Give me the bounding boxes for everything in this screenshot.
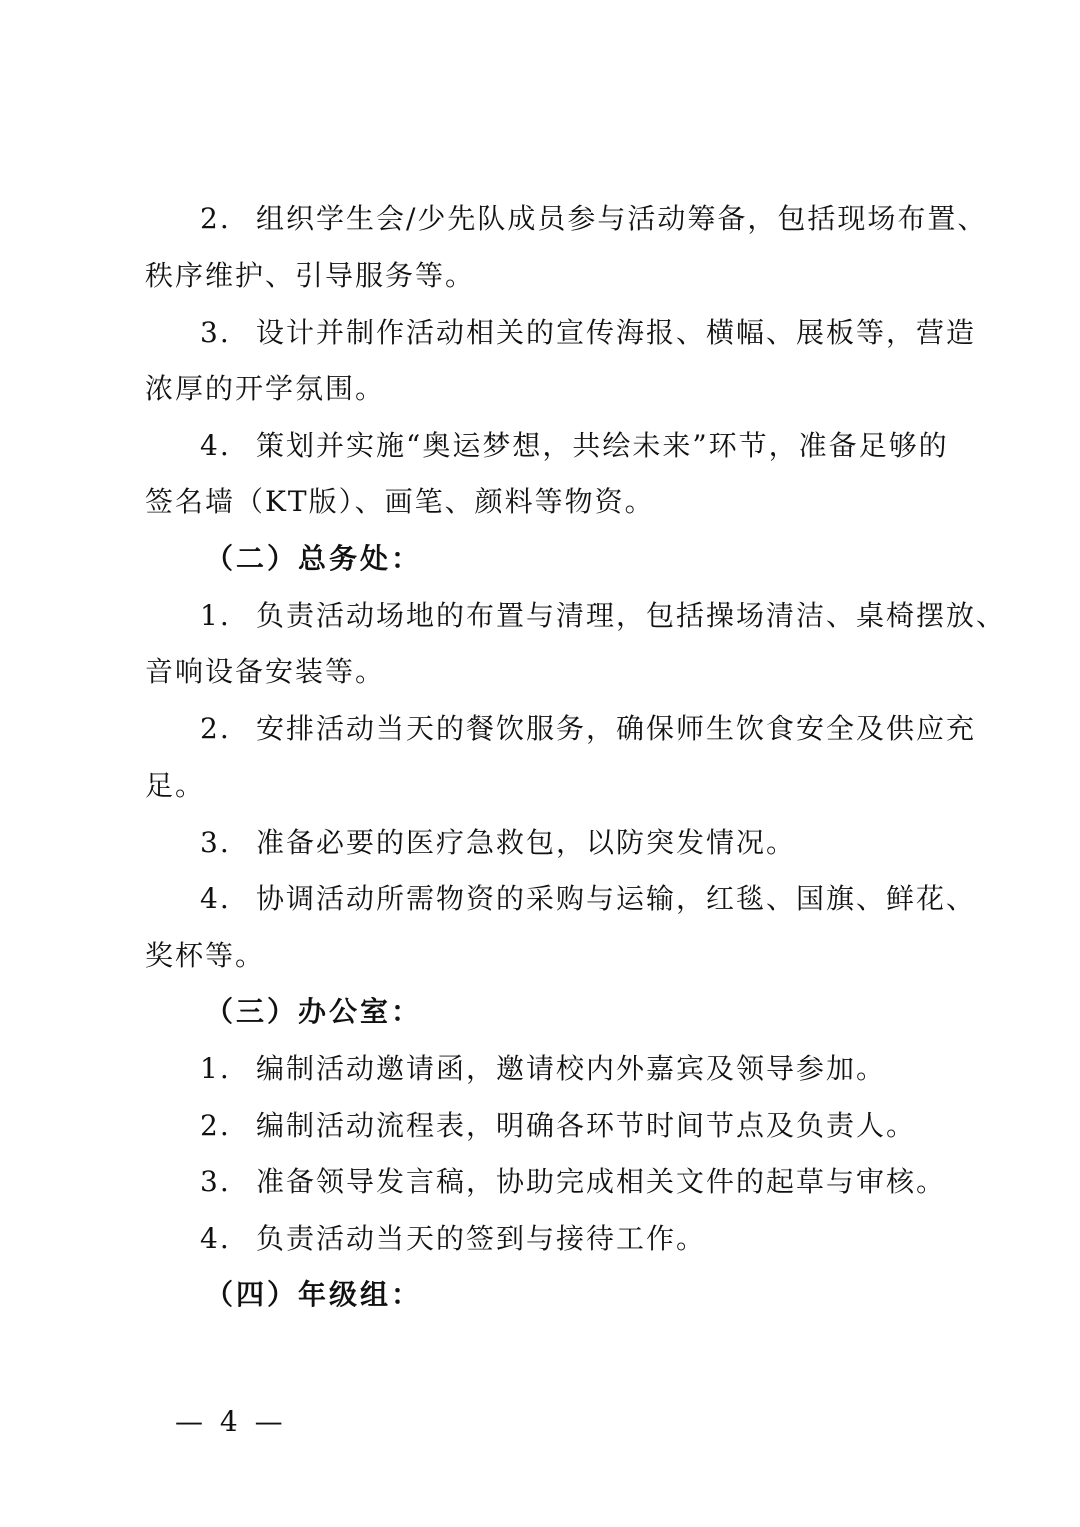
paragraph-text: 负责活动当天的签到与接待工作。: [256, 1222, 707, 1255]
list-item: [200, 1162, 945, 1202]
paragraph-text: 协调活动所需物资的采购与运输，红毯、国旗、鲜花、: [256, 882, 977, 915]
paragraph-continuation: 奖杯等。: [145, 939, 266, 972]
list-item: [200, 709, 977, 749]
paragraph-continuation: 音响设备安装等。: [145, 655, 386, 688]
list-number: 2.: [200, 1109, 231, 1142]
list-number: 4.: [200, 429, 231, 462]
list-item: [200, 596, 1007, 636]
paragraph-text: 准备必要的医疗急救包，以防突发情况。: [256, 826, 797, 859]
paragraph-continuation: 足。: [145, 769, 206, 802]
list-item: [200, 1219, 945, 1259]
paragraph-text: 安排活动当天的餐饮服务，确保师生饮食安全及供应充: [256, 712, 977, 745]
list-number: 1.: [200, 599, 231, 632]
section-heading: （二）总务处：: [205, 542, 423, 575]
list-item: [200, 426, 949, 466]
paragraph-text: 策划并实施“奥运梦想，共绘未来”环节，准备足够的: [256, 429, 949, 462]
list-item: [200, 199, 988, 239]
list-number: 1.: [200, 1052, 231, 1085]
list-item: [200, 823, 945, 863]
paragraph-text: 编制活动邀请函，邀请校内外嘉宾及领导参加。: [256, 1052, 887, 1085]
paragraph-text: 准备领导发言稿，协助完成相关文件的起草与审核。: [256, 1165, 947, 1198]
section-heading: （三）办公室：: [205, 995, 423, 1028]
paragraph-continuation: 签名墙（KT版）、画笔、颜料等物资。: [145, 485, 655, 518]
paragraph-text: 组织学生会/少先队成员参与活动筹备，包括现场布置、: [256, 202, 988, 235]
list-number: 3.: [200, 826, 231, 859]
section-heading: （四）年级组：: [205, 1278, 423, 1311]
list-number: 4.: [200, 882, 231, 915]
paragraph-text: 设计并制作活动相关的宣传海报、横幅、展板等，营造: [256, 316, 977, 349]
list-number: 2.: [200, 712, 231, 745]
paragraph-text: 编制活动流程表，明确各环节时间节点及负责人。: [256, 1109, 917, 1142]
paragraph-text: 负责活动场地的布置与清理，包括操场清洁、桌椅摆放、: [256, 599, 1007, 632]
list-item: [200, 313, 977, 353]
paragraph-continuation: 浓厚的开学氛围。: [145, 372, 386, 405]
list-item: [200, 879, 977, 919]
page-number: — 4 —: [175, 1405, 287, 1438]
list-number: 3.: [200, 1165, 231, 1198]
list-number: 4.: [200, 1222, 231, 1255]
list-item: [200, 1106, 945, 1146]
list-number: 3.: [200, 316, 231, 349]
list-number: 2.: [200, 202, 231, 235]
paragraph-continuation: 秩序维护、引导服务等。: [145, 259, 476, 292]
list-item: [200, 1049, 945, 1089]
